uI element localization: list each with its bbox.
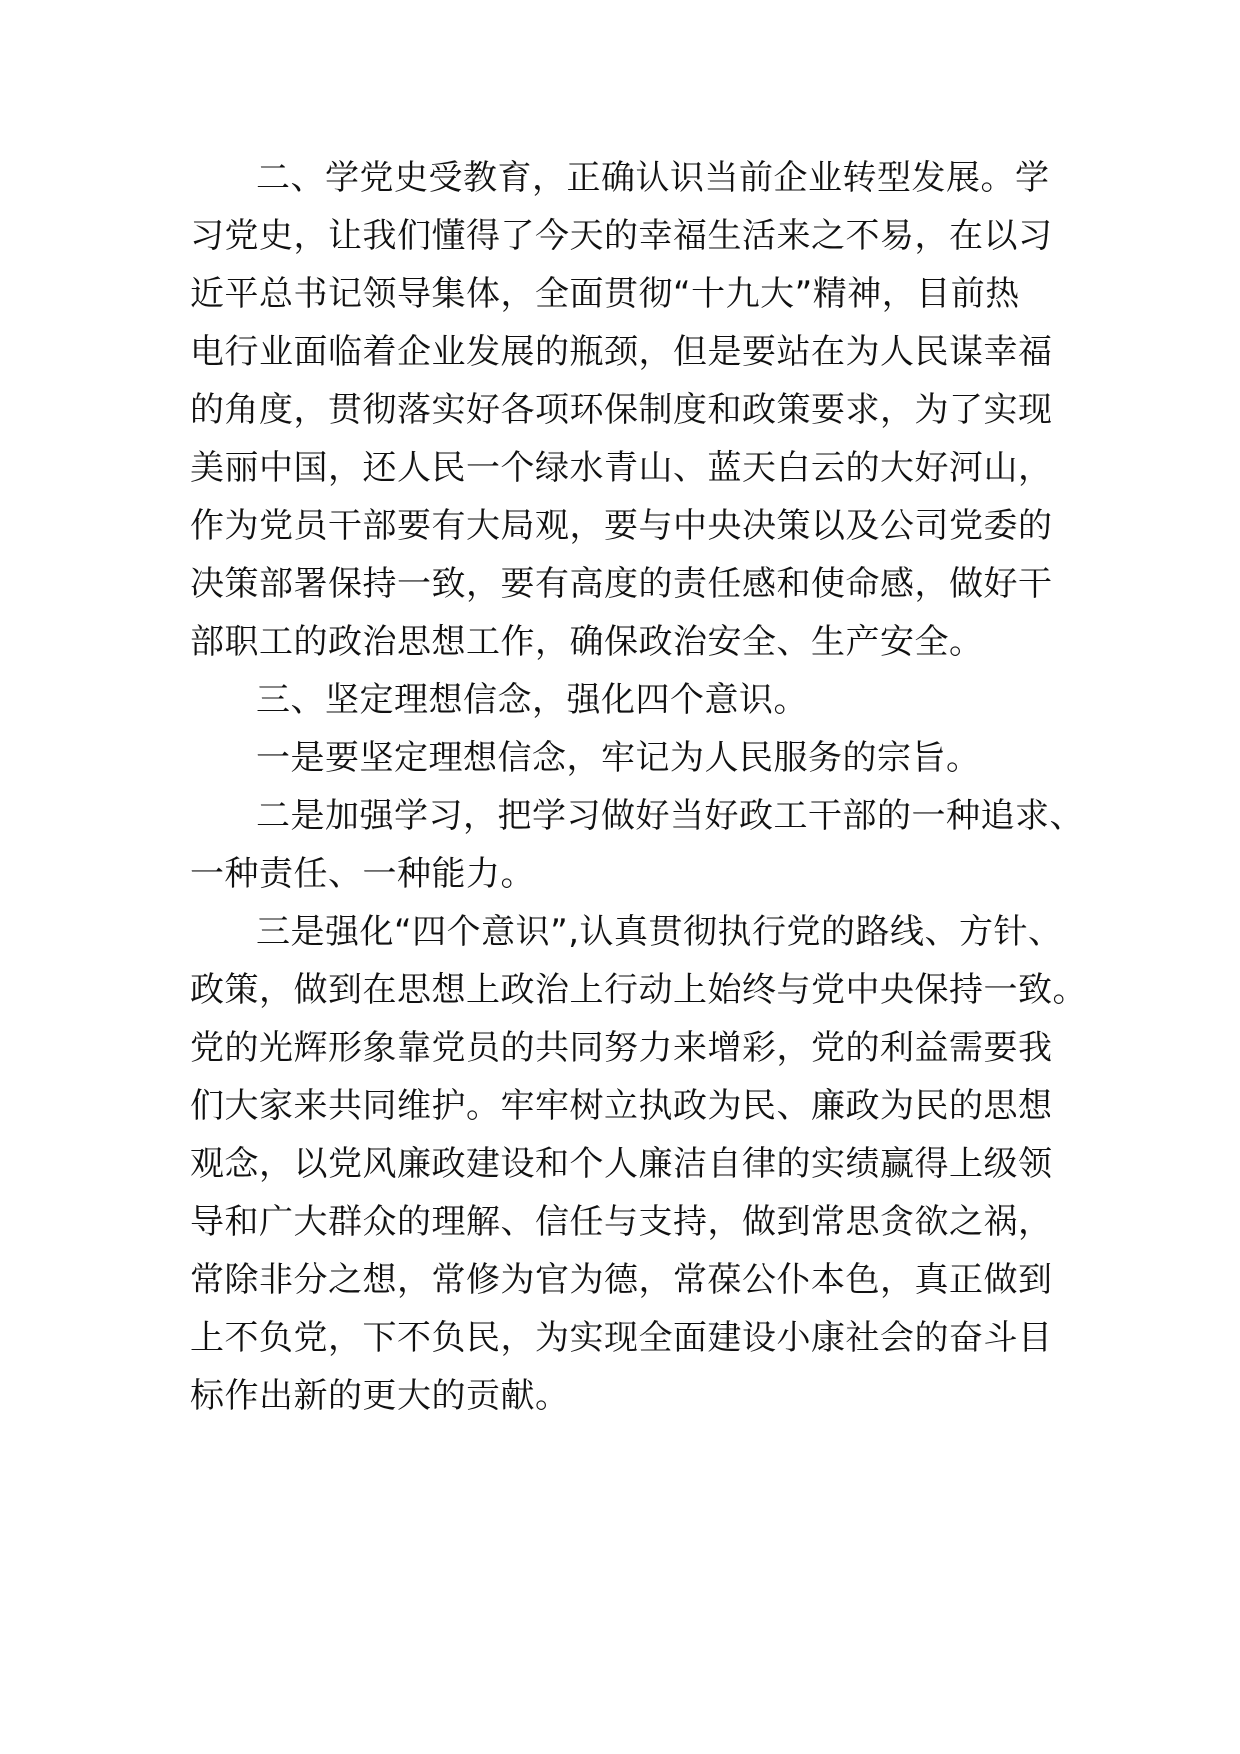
point-2-line-1: 二是加强学习，把学习做好当好政工干部的一种追求、 — [256, 796, 1084, 836]
paragraph-2-line-7: 作为党员干部要有大局观，要与中央决策以及公司党委的 — [190, 506, 1053, 546]
point-3-line-4: 们大家来共同维护。牢牢树立执政为民、廉政为民的思想 — [190, 1086, 1053, 1126]
paragraph-2-line-5: 的角度，贯彻落实好各项环保制度和政策要求，为了实现 — [190, 390, 1053, 430]
paragraph-2-line-9: 部职工的政治思想工作，确保政治安全、生产安全。 — [190, 622, 984, 662]
paragraph-2-line-8: 决策部署保持一致，要有高度的责任感和使命感，做好干 — [190, 564, 1053, 604]
paragraph-2-line-1: 二、学党史受教育，正确认识当前企业转型发展。学 — [256, 158, 1050, 198]
point-3-line-3: 党的光辉形象靠党员的共同努力来增彩，党的利益需要我 — [190, 1028, 1053, 1068]
point-3-line-5: 观念，以党风廉政建设和个人廉洁自律的实绩赢得上级领 — [190, 1144, 1053, 1184]
point-1-line-1: 一是要坚定理想信念，牢记为人民服务的宗旨。 — [256, 738, 981, 778]
point-3-line-6: 导和广大群众的理解、信任与支持，做到常思贪欲之祸， — [190, 1202, 1053, 1242]
point-2-line-2: 一种责任、一种能力。 — [190, 854, 535, 894]
section-3-heading: 三、坚定理想信念，强化四个意识。 — [256, 680, 808, 720]
point-3-line-7: 常除非分之想，常修为官为德，常葆公仆本色，真正做到 — [190, 1260, 1053, 1300]
paragraph-2-line-3: 近平总书记领导集体，全面贯彻“十九大”精神，目前热 — [190, 274, 1020, 314]
paragraph-2-line-6: 美丽中国，还人民一个绿水青山、蓝天白云的大好河山， — [190, 448, 1053, 488]
point-3-line-8: 上不负党，下不负民，为实现全面建设小康社会的奋斗目 — [190, 1318, 1053, 1358]
paragraph-2-line-2: 习党史，让我们懂得了今天的幸福生活来之不易，在以习 — [190, 216, 1053, 256]
point-3-line-2: 政策，做到在思想上政治上行动上始终与党中央保持一致。 — [190, 970, 1087, 1010]
paragraph-2-line-4: 电行业面临着企业发展的瓶颈，但是要站在为人民谋幸福 — [190, 332, 1053, 372]
point-3-line-1: 三是强化“四个意识”,认真贯彻执行党的路线、方针、 — [256, 912, 1063, 952]
point-3-line-9: 标作出新的更大的贡献。 — [190, 1376, 570, 1416]
